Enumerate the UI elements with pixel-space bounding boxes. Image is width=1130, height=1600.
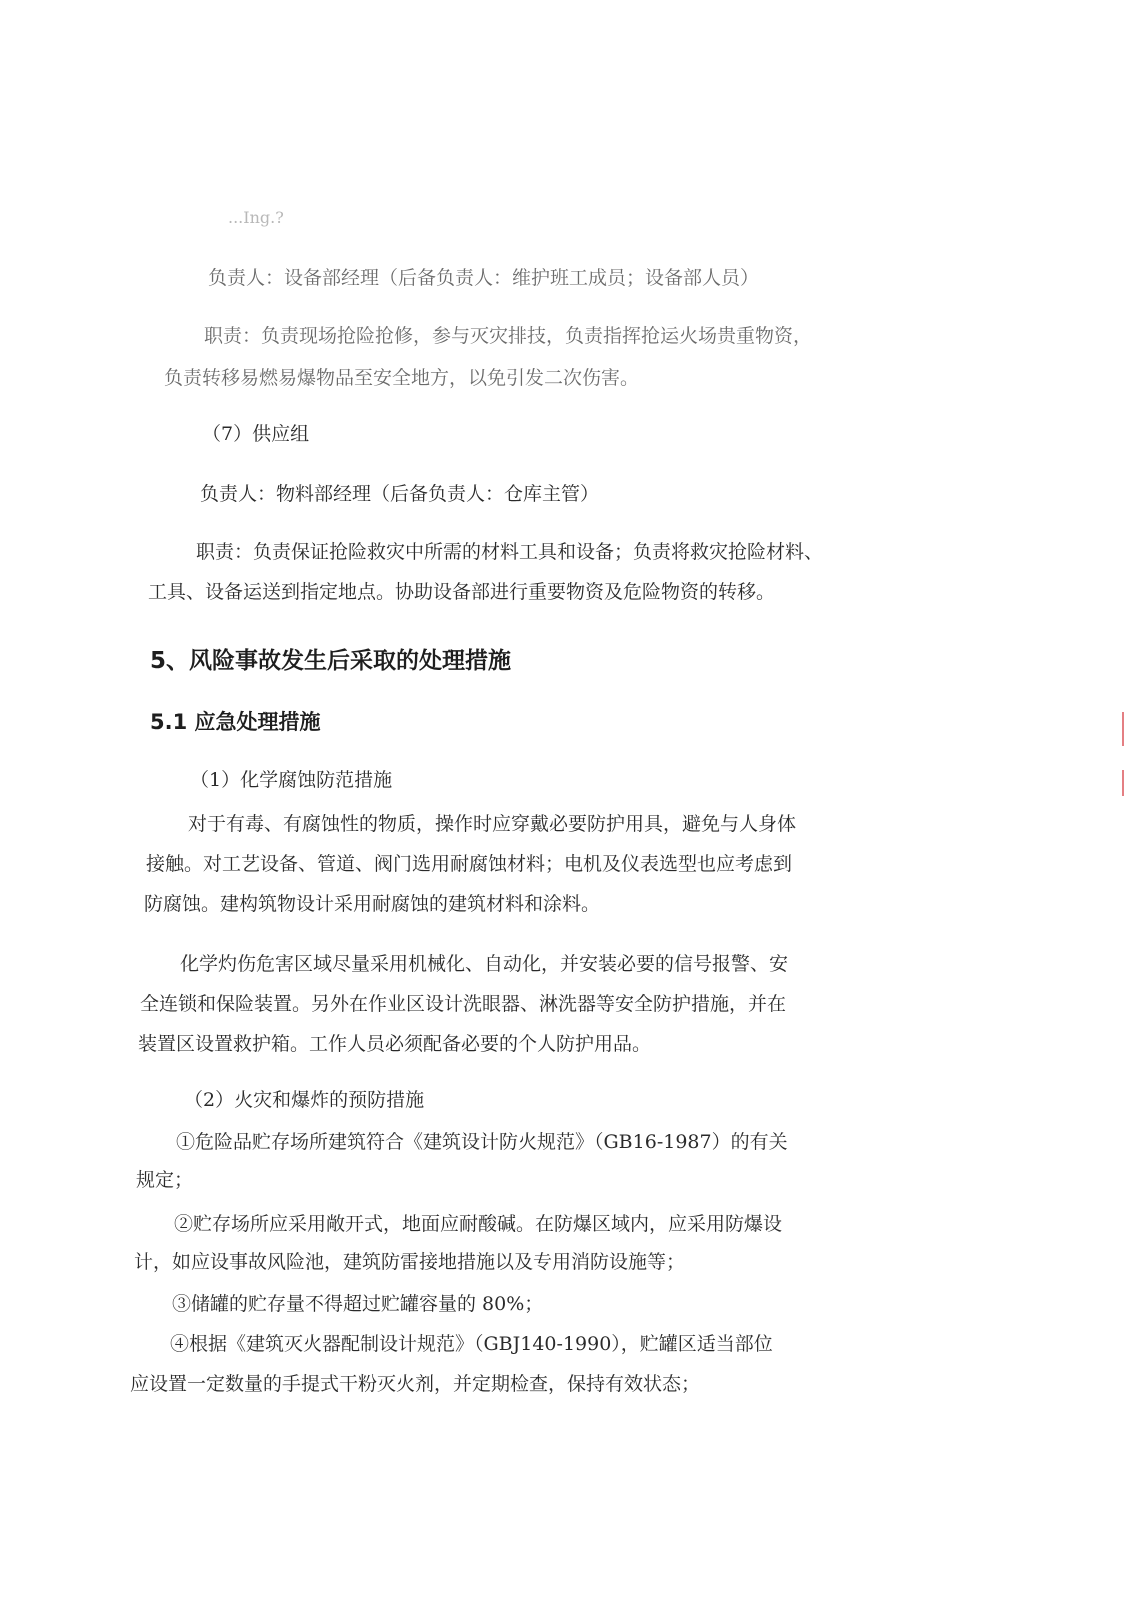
sub1-para2-line-2: 全连锁和保险装置。另外在作业区设计洗眼器、淋洗器等安全防护措施，并在 [140,993,787,1015]
scan-edge-mark [1122,712,1124,746]
sub1-para2-line-3: 装置区设置救护箱。工作人员必须配备必要的个人防护用品。 [138,1033,652,1055]
heading-5-1: 5.1 应急处理措施 [150,710,321,734]
sub1-para1-line-2: 接触。对工艺设备、管道、阀门选用耐腐蚀材料；电机及仪表选型也应考虑到 [146,853,793,875]
sub1-para2-line-1: 化学灼伤危害区域尽量采用机械化、自动化，并安装必要的信号报警、安 [180,953,789,975]
prev-leader-line: 负责人：设备部经理（后备负责人：维护班工成员；设备部人员） [208,267,760,289]
scan-edge-mark [1122,770,1124,796]
heading-5: 5、风险事故发生后采取的处理措施 [150,648,512,674]
group7-duty-line-2: 工具、设备运送到指定地点。协助设备部进行重要物资及危险物资的转移。 [148,581,776,603]
sub2-item2-line-2: 计，如应设事故风险池，建筑防雷接地措施以及专用消防设施等； [134,1251,686,1273]
sub2-item4-line-2: 应设置一定数量的手提式干粉灭火剂，并定期检查，保持有效状态； [130,1373,701,1395]
sub1-para1-line-1: 对于有毒、有腐蚀性的物质，操作时应穿戴必要防护用具，避免与人身体 [188,813,797,835]
sub1-para1-line-3: 防腐蚀。建构筑物设计采用耐腐蚀的建筑材料和涂料。 [144,893,601,915]
prev-duty-line-1: 职责：负责现场抢险抢修，参与灭灾排技，负责指挥抢运火场贵重物资， [204,325,813,347]
sub2-item4-line-1: ④根据《建筑灭火器配制设计规范》（GBJ140-1990），贮罐区适当部位 [170,1333,773,1355]
sub2-item1-line-1: ①危险品贮存场所建筑符合《建筑设计防火规范》（GB16-1987）的有关 [176,1131,788,1153]
sub2-item2-line-1: ②贮存场所应采用敞开式，地面应耐酸碱。在防爆区域内，应采用防爆设 [174,1213,783,1235]
prev-duty-line-2: 负责转移易燃易爆物品至安全地方，以免引发二次伤害。 [164,367,640,389]
sub2-item3-line-1: ③储罐的贮存量不得超过贮罐容量的 80%； [172,1293,544,1315]
sub1-title: （1）化学腐蚀防范措施 [190,769,393,791]
group7-duty-line-1: 职责：负责保证抢险救灾中所需的材料工具和设备；负责将救灾抢险材料、 [196,541,824,563]
sub2-title: （2）火灾和爆炸的预防措施 [184,1089,425,1111]
sub2-item1-line-2: 规定； [136,1169,194,1191]
group7-title: （7）供应组 [202,423,310,445]
faint-header-text: ...Ing.? [228,208,284,227]
group7-leader: 负责人：物料部经理（后备负责人：仓库主管） [200,483,600,505]
